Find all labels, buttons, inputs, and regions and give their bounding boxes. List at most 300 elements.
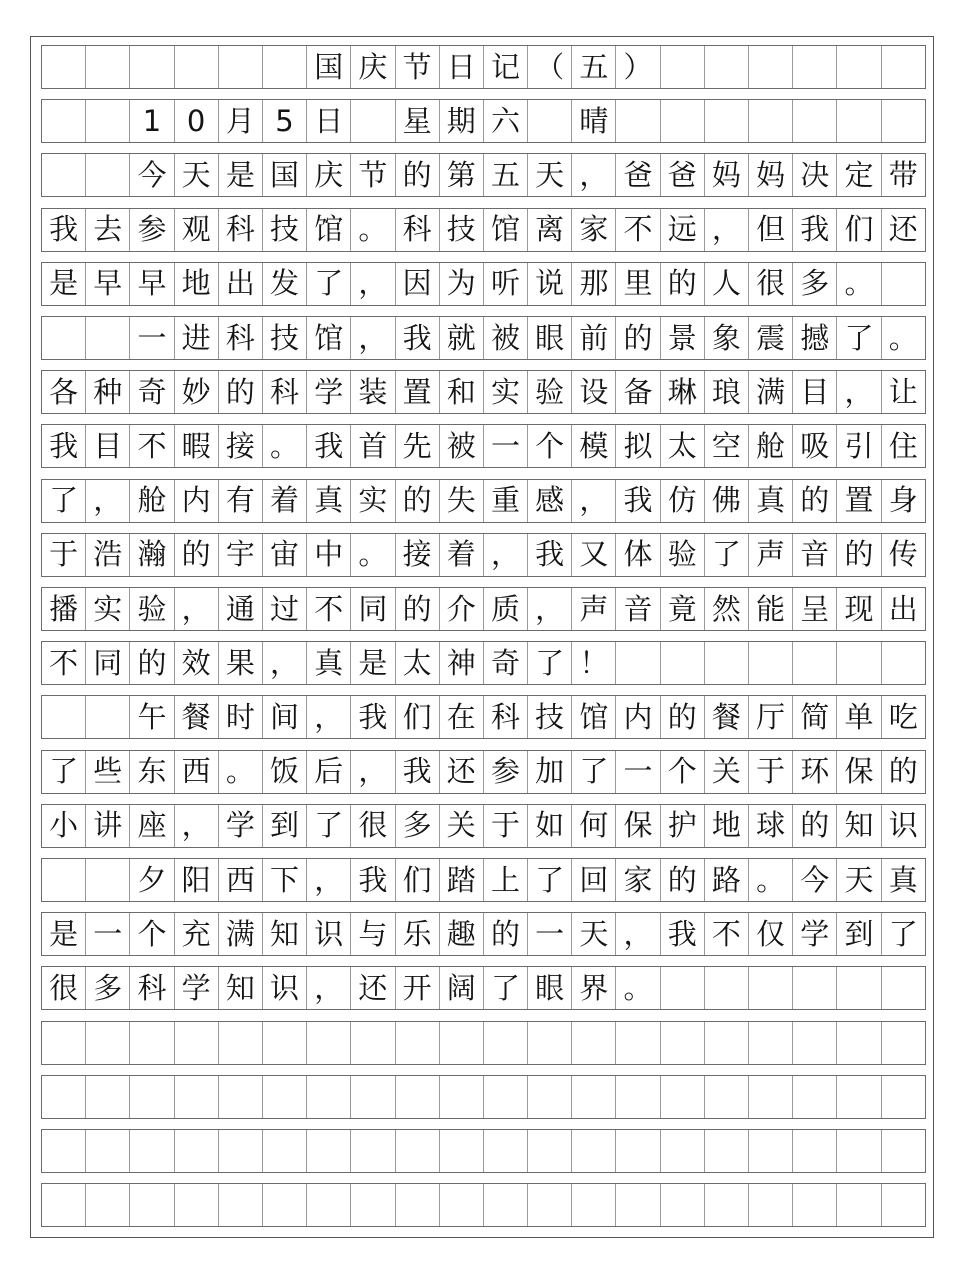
grid-cell: 就 (440, 317, 484, 359)
grid-cell: 置 (396, 371, 440, 413)
grid-cell: 满 (749, 371, 793, 413)
grid-cell: 关 (440, 805, 484, 847)
grid-row (41, 208, 926, 252)
grid-cell: 发 (263, 263, 307, 305)
grid-cell (42, 317, 86, 359)
grid-cell: 眼 (528, 967, 572, 1009)
grid-cell (175, 1076, 219, 1118)
grid-row (41, 750, 926, 794)
grid-cell: 座 (130, 805, 174, 847)
grid-cell: 实 (351, 480, 395, 522)
grid-cell: 的 (396, 588, 440, 630)
grid-cell: 阳 (175, 859, 219, 901)
grid-cell: 科 (130, 967, 174, 1009)
grid-cell: 馆 (307, 209, 351, 251)
grid-cell: 小 (42, 805, 86, 847)
grid-cell: 目 (793, 371, 837, 413)
grid-cell: 的 (888, 754, 918, 789)
grid-cell: 的 (661, 859, 705, 901)
grid-cell: 先 (396, 425, 440, 467)
grid-cell (705, 100, 749, 142)
grid-cell: 个 (661, 751, 705, 793)
grid-cell: 质 (484, 588, 528, 630)
grid-cell: 科 (484, 696, 528, 738)
grid-cell: 通 (219, 588, 263, 630)
grid-cell (130, 1076, 174, 1118)
grid-cell: 踏 (440, 859, 484, 901)
grid-cell: 国 (307, 46, 351, 88)
grid-cell: 的 (661, 263, 705, 305)
grid-cell: 然 (705, 588, 749, 630)
grid-cell: 被 (484, 317, 528, 359)
grid-cell (793, 1076, 837, 1118)
grid-cell (219, 1076, 263, 1118)
grid-cell: 琅 (705, 371, 749, 413)
grid-cell: 西 (219, 859, 263, 901)
grid-cell: 加 (528, 751, 572, 793)
grid-cell: 于 (484, 805, 528, 847)
grid-cell (616, 642, 660, 684)
grid-cell: 真 (749, 480, 793, 522)
grid-cell: 知 (837, 805, 881, 847)
grid-cell: 和 (440, 371, 484, 413)
grid-cell: 内 (616, 696, 660, 738)
grid-cell (661, 1184, 705, 1226)
grid-cell: 佛 (705, 480, 749, 522)
grid-cell: 学 (307, 371, 351, 413)
grid-cell: 验 (130, 588, 174, 630)
grid-cell (793, 46, 837, 88)
grid-row (41, 1021, 926, 1065)
grid-cell (219, 1184, 263, 1226)
grid-cell: 识 (307, 913, 351, 955)
grid-cell (42, 1184, 86, 1226)
grid-cell: 装 (351, 371, 395, 413)
grid-cell (837, 1184, 881, 1226)
grid-cell: ， (705, 209, 749, 251)
grid-cell (837, 1130, 881, 1172)
grid-row (41, 533, 926, 577)
grid-cell: 象 (705, 317, 749, 359)
grid-cell: 景 (661, 317, 705, 359)
grid-cell: 前 (572, 317, 616, 359)
grid-cell (263, 1076, 307, 1118)
grid-cell: 。 (219, 751, 263, 793)
grid-cell: 重 (484, 480, 528, 522)
grid-cell: 还 (888, 212, 918, 247)
grid-cell: 了 (528, 642, 572, 684)
grid-cell: 眼 (528, 317, 572, 359)
grid-cell: 保 (616, 805, 660, 847)
grid-cell (42, 100, 86, 142)
grid-cell: 阔 (440, 967, 484, 1009)
grid-cell (661, 1076, 705, 1118)
grid-cell: 饭 (263, 751, 307, 793)
grid-cell: 月 (219, 100, 263, 142)
grid-cell: 的 (219, 371, 263, 413)
grid-cell: 又 (572, 534, 616, 576)
grid-cell: 记 (484, 46, 528, 88)
grid-cell: 一 (86, 913, 130, 955)
grid-cell (175, 1130, 219, 1172)
grid-cell: 的 (175, 534, 219, 576)
grid-cell: 说 (528, 263, 572, 305)
grid-cell: 回 (572, 859, 616, 901)
grid-cell: 着 (440, 534, 484, 576)
grid-cell: 早 (130, 263, 174, 305)
grid-cell: 一 (528, 913, 572, 955)
grid-cell: 了 (528, 859, 572, 901)
grid-cell: 感 (528, 480, 572, 522)
grid-cell: 关 (705, 751, 749, 793)
grid-cell (882, 46, 925, 88)
grid-cell (263, 1022, 307, 1064)
grid-cell (837, 642, 881, 684)
grid-cell: 参 (130, 209, 174, 251)
grid-cell: 实 (86, 588, 130, 630)
grid-cell: 很 (749, 263, 793, 305)
grid-cell (705, 1022, 749, 1064)
grid-cell: 个 (528, 425, 572, 467)
grid-cell: 一 (484, 425, 528, 467)
grid-cell: 首 (351, 425, 395, 467)
grid-cell (882, 1022, 925, 1064)
grid-cell (130, 1184, 174, 1226)
grid-cell: 宇 (219, 534, 263, 576)
grid-cell: 太 (661, 425, 705, 467)
grid-cell: 球 (749, 805, 793, 847)
grid-cell: 震 (749, 317, 793, 359)
grid-cell (219, 1022, 263, 1064)
grid-cell (749, 642, 793, 684)
grid-cell: ， (307, 696, 351, 738)
grid-cell: 馆 (484, 209, 528, 251)
grid-cell (882, 1076, 925, 1118)
grid-cell: 馆 (572, 696, 616, 738)
grid-cell: 的 (130, 642, 174, 684)
grid-cell (705, 1130, 749, 1172)
grid-cell: 观 (175, 209, 219, 251)
grid-cell: 路 (705, 859, 749, 901)
grid-cell (440, 1184, 484, 1226)
grid-cell: 呈 (793, 588, 837, 630)
grid-cell: ， (351, 751, 395, 793)
grid-row (41, 99, 926, 143)
grid-cell: 设 (572, 371, 616, 413)
grid-cell: 保 (837, 751, 881, 793)
grid-cell (42, 46, 86, 88)
grid-cell: 一 (616, 751, 660, 793)
grid-cell: 趣 (440, 913, 484, 955)
grid-row (41, 479, 926, 523)
grid-cell: 不 (42, 642, 86, 684)
grid-cell: ， (351, 263, 395, 305)
grid-cell (396, 1022, 440, 1064)
grid-cell: 引 (837, 425, 881, 467)
grid-cell (572, 1076, 616, 1118)
grid-cell (661, 46, 705, 88)
grid-cell: 了 (888, 916, 918, 951)
grid-cell: 接 (396, 534, 440, 576)
grid-cell: 是 (219, 154, 263, 196)
grid-cell: 的 (793, 480, 837, 522)
grid-cell: 瀚 (130, 534, 174, 576)
grid-cell (793, 642, 837, 684)
grid-cell (749, 967, 793, 1009)
grid-cell: 识 (263, 967, 307, 1009)
grid-cell (882, 1184, 925, 1226)
grid-cell: 充 (175, 913, 219, 955)
grid-cell: 到 (837, 913, 881, 955)
grid-cell (484, 1184, 528, 1226)
grid-cell: 时 (219, 696, 263, 738)
grid-cell: 。 (351, 209, 395, 251)
grid-cell: 了 (572, 751, 616, 793)
grid-cell: 是 (42, 913, 86, 955)
grid-cell: 些 (86, 751, 130, 793)
grid-cell (351, 1184, 395, 1226)
grid-cell: 科 (396, 209, 440, 251)
grid-cell: 我 (396, 317, 440, 359)
grid-cell: （ (528, 46, 572, 88)
grid-cell: 神 (440, 642, 484, 684)
grid-cell: 上 (484, 859, 528, 901)
grid-cell: 的 (484, 913, 528, 955)
grid-cell: 夕 (130, 859, 174, 901)
grid-cell: 播 (42, 588, 86, 630)
grid-cell: 是 (42, 263, 86, 305)
grid-cell: 我 (616, 480, 660, 522)
grid-cell (661, 642, 705, 684)
grid-cell: 舱 (130, 480, 174, 522)
grid-cell: 第 (440, 154, 484, 196)
grid-cell: 奇 (130, 371, 174, 413)
grid-cell: 何 (572, 805, 616, 847)
grid-cell (130, 1022, 174, 1064)
grid-cell: 进 (175, 317, 219, 359)
grid-cell: 参 (484, 751, 528, 793)
grid-cell (351, 1130, 395, 1172)
grid-cell (175, 1184, 219, 1226)
grid-cell: 不 (616, 209, 660, 251)
grid-cell: 了 (705, 534, 749, 576)
grid-cell: 带 (888, 157, 918, 192)
grid-cell: ， (484, 534, 528, 576)
grid-cell: 太 (396, 642, 440, 684)
grid-cell: 不 (130, 425, 174, 467)
grid-row (41, 1075, 926, 1119)
grid-cell (749, 1076, 793, 1118)
grid-row (41, 641, 926, 685)
grid-cell (42, 859, 86, 901)
grid-cell: 妈 (705, 154, 749, 196)
grid-cell: 暇 (175, 425, 219, 467)
grid-cell (263, 1184, 307, 1226)
grid-cell: 实 (484, 371, 528, 413)
grid-cell: 我 (528, 534, 572, 576)
grid-cell (440, 1130, 484, 1172)
grid-cell: 们 (396, 859, 440, 901)
grid-cell: 。 (837, 263, 881, 305)
grid-cell (705, 967, 749, 1009)
grid-cell (882, 1130, 925, 1172)
grid-cell: 科 (263, 371, 307, 413)
grid-cell: 国 (263, 154, 307, 196)
grid-cell: 地 (175, 263, 219, 305)
grid-cell (396, 1130, 440, 1172)
grid-cell: 撼 (793, 317, 837, 359)
grid-cell: 今 (130, 154, 174, 196)
grid-cell (219, 46, 263, 88)
grid-cell (86, 1184, 130, 1226)
grid-cell: 着 (263, 480, 307, 522)
grid-cell: 期 (440, 100, 484, 142)
grid-cell (175, 46, 219, 88)
grid-cell (572, 1184, 616, 1226)
grid-cell: 吃 (888, 699, 918, 734)
grid-cell: 果 (219, 642, 263, 684)
grid-row (41, 45, 926, 89)
grid-row (41, 966, 926, 1010)
grid-cell: ， (616, 913, 660, 955)
grid-cell: 仿 (661, 480, 705, 522)
grid-cell: 同 (351, 588, 395, 630)
grid-cell: 竟 (661, 588, 705, 630)
grid-cell: 爸 (616, 154, 660, 196)
grid-cell: 今 (793, 859, 837, 901)
grid-cell (42, 1130, 86, 1172)
grid-cell: 介 (440, 588, 484, 630)
grid-cell: 为 (440, 263, 484, 305)
grid-cell (86, 100, 130, 142)
grid-cell: 目 (86, 425, 130, 467)
grid-cell: 了 (42, 480, 86, 522)
grid-cell (661, 1130, 705, 1172)
grid-cell: 拟 (616, 425, 660, 467)
grid-cell (175, 1022, 219, 1064)
grid-cell: ， (86, 480, 130, 522)
grid-cell: 后 (307, 751, 351, 793)
grid-cell: 声 (749, 534, 793, 576)
grid-cell: 舱 (749, 425, 793, 467)
grid-cell: 我 (351, 859, 395, 901)
grid-cell: 不 (307, 588, 351, 630)
grid-cell: 厅 (749, 696, 793, 738)
grid-cell (130, 1130, 174, 1172)
grid-cell: 午 (130, 696, 174, 738)
grid-cell: 我 (307, 425, 351, 467)
grid-cell (882, 642, 925, 684)
grid-cell: 家 (572, 209, 616, 251)
grid-cell (749, 100, 793, 142)
grid-cell: 。 (749, 859, 793, 901)
grid-cell: 浩 (86, 534, 130, 576)
grid-cell: 西 (175, 751, 219, 793)
grid-cell: 讲 (86, 805, 130, 847)
grid-cell (484, 1022, 528, 1064)
grid-cell (396, 1184, 440, 1226)
grid-cell: 了 (42, 751, 86, 793)
grid-cell: 晴 (572, 100, 616, 142)
grid-cell: 节 (396, 46, 440, 88)
grid-cell (86, 317, 130, 359)
grid-cell (86, 1022, 130, 1064)
grid-cell: 还 (351, 967, 395, 1009)
grid-cell: 但 (749, 209, 793, 251)
grid-cell: 我 (42, 425, 86, 467)
grid-cell (793, 1184, 837, 1226)
grid-cell: 是 (351, 642, 395, 684)
grid-cell: 餐 (175, 696, 219, 738)
grid-cell (661, 967, 705, 1009)
grid-cell: 真 (307, 642, 351, 684)
grid-cell (130, 46, 174, 88)
grid-cell (837, 1022, 881, 1064)
grid-cell: 下 (263, 859, 307, 901)
grid-cell (86, 859, 130, 901)
grid-cell: 技 (440, 209, 484, 251)
grid-cell: ， (307, 859, 351, 901)
grid-cell: 庆 (351, 46, 395, 88)
grid-cell: 。 (888, 320, 918, 355)
grid-cell: 出 (888, 591, 918, 626)
grid-cell: 验 (661, 534, 705, 576)
grid-cell (882, 263, 925, 305)
grid-cell: 多 (86, 967, 130, 1009)
grid-cell: 我 (793, 209, 837, 251)
grid-cell: 模 (572, 425, 616, 467)
grid-cell (882, 967, 925, 1009)
grid-cell (705, 1184, 749, 1226)
grid-cell: 了 (307, 263, 351, 305)
grid-cell: 种 (86, 371, 130, 413)
grid-cell: 天 (528, 154, 572, 196)
grid-row (41, 153, 926, 197)
grid-cell: 到 (263, 805, 307, 847)
grid-cell: 声 (572, 588, 616, 630)
grid-cell: 我 (351, 696, 395, 738)
grid-cell: 学 (793, 913, 837, 955)
grid-cell: 过 (263, 588, 307, 630)
grid-cell: 我 (396, 751, 440, 793)
grid-cell: 远 (661, 209, 705, 251)
grid-cell: 住 (888, 428, 918, 463)
grid-cell (793, 1130, 837, 1172)
grid-cell: 了 (484, 967, 528, 1009)
grid-cell (219, 1130, 263, 1172)
grid-cell (263, 1130, 307, 1172)
grid-cell: 有 (219, 480, 263, 522)
grid-cell: 个 (130, 913, 174, 955)
grid-cell: 了 (307, 805, 351, 847)
grid-row (41, 858, 926, 902)
grid-cell: 五 (572, 46, 616, 88)
grid-cell: 置 (837, 480, 881, 522)
grid-cell (837, 46, 881, 88)
grid-cell: 真 (888, 862, 918, 897)
grid-row (41, 912, 926, 956)
grid-cell: 定 (837, 154, 881, 196)
grid-cell: 开 (396, 967, 440, 1009)
grid-cell (86, 1076, 130, 1118)
grid-cell: 馆 (307, 317, 351, 359)
grid-cell: 的 (616, 317, 660, 359)
grid-cell (616, 1022, 660, 1064)
grid-cell: 爸 (661, 154, 705, 196)
grid-cell: 如 (528, 805, 572, 847)
grid-cell: 人 (705, 263, 749, 305)
grid-cell (86, 1130, 130, 1172)
